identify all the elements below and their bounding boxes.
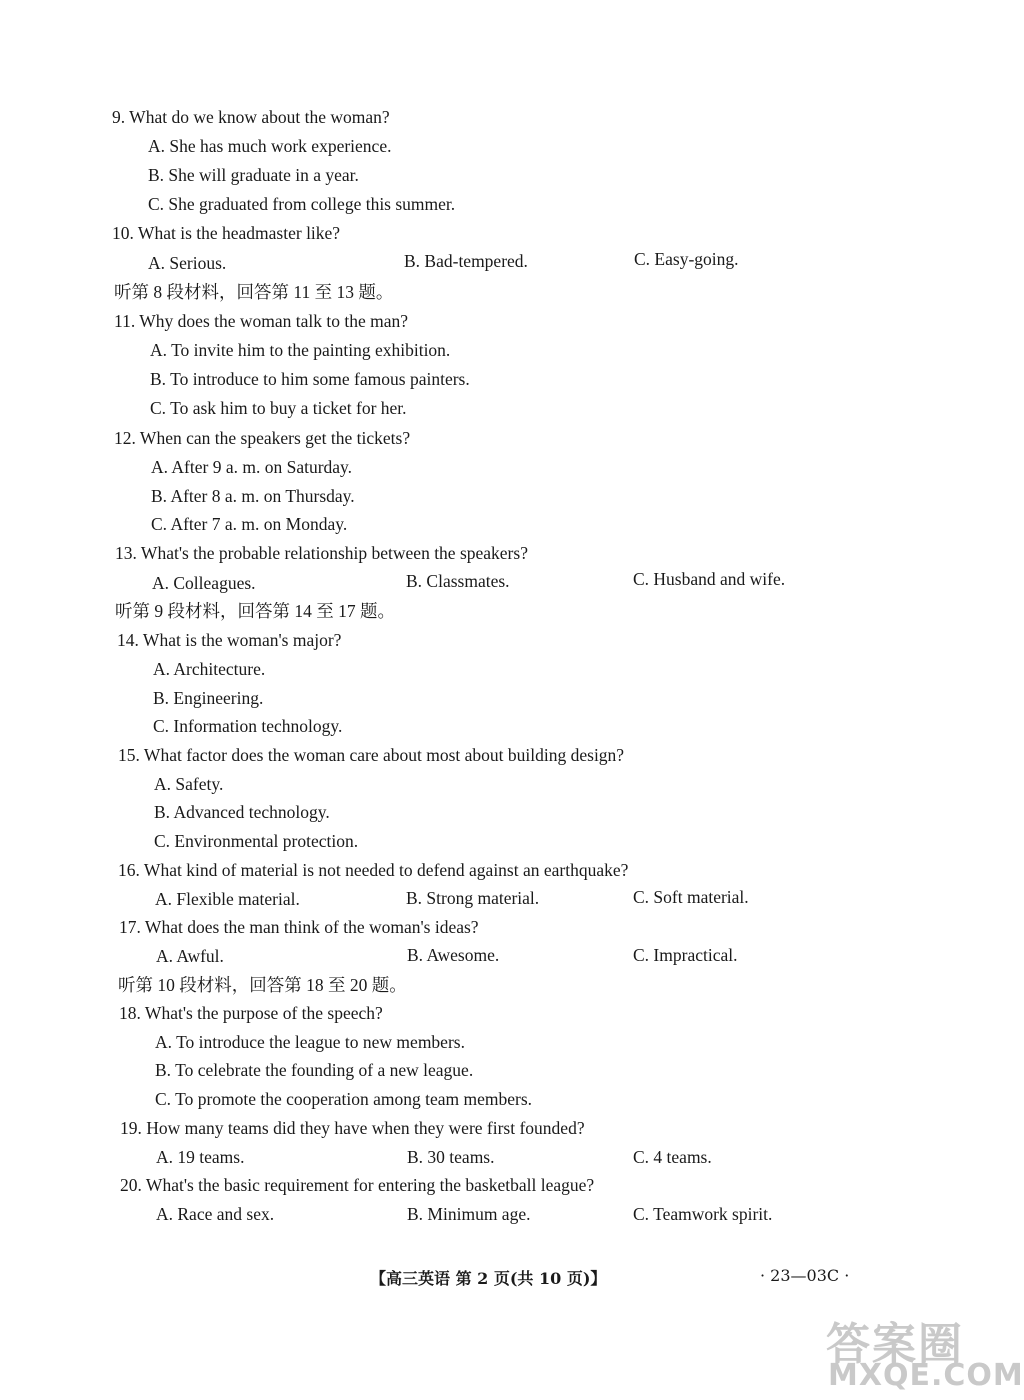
question-20-option-c: C. Teamwork spirit.: [633, 1204, 773, 1224]
question-11-option-b: B. To introduce to him some famous painters.: [150, 369, 470, 389]
question-13-stem: 13. What's the probable relationship between the speakers?: [115, 543, 528, 563]
question-20-option-b: B. Minimum age.: [407, 1204, 531, 1224]
question-17-option-b: B. Awesome.: [407, 945, 500, 965]
question-15-option-c: C. Environmental protection.: [154, 831, 359, 851]
question-10-option-c: C. Easy-going.: [634, 249, 739, 269]
question-19-option-c: C. 4 teams.: [633, 1147, 712, 1167]
question-19-option-b: B. 30 teams.: [407, 1147, 495, 1167]
watermark-logo-cn: 答案圈: [826, 1319, 964, 1370]
site-watermark-logo: [808, 1308, 1024, 1396]
question-10-option-a: A. Serious.: [148, 253, 227, 273]
question-13-option-c: C. Husband and wife.: [633, 569, 786, 589]
question-15-stem: 15. What factor does the woman care about most about building design?: [118, 745, 625, 765]
question-11-option-c: C. To ask him to buy a ticket for her.: [150, 398, 407, 418]
question-20-option-a: A. Race and sex.: [156, 1204, 275, 1224]
question-13-option-a: A. Colleagues.: [152, 573, 256, 593]
question-19-stem: 19. How many teams did they have when they were first founded?: [120, 1118, 585, 1138]
question-10-stem: 10. What is the headmaster like?: [112, 223, 341, 243]
question-15-option-b: B. Advanced technology.: [154, 802, 330, 822]
question-12-option-a: A. After 9 a. m. on Saturday.: [151, 457, 353, 477]
question-9-stem: 9. What do we know about the woman?: [112, 107, 390, 127]
question-14-option-a: A. Architecture.: [153, 659, 266, 679]
question-14-stem: 14. What is the woman's major?: [117, 630, 342, 650]
question-19-option-a: A. 19 teams.: [156, 1147, 245, 1167]
question-15-option-a: A. Safety.: [154, 774, 224, 794]
question-16-option-a: A. Flexible material.: [155, 889, 300, 909]
question-16-stem: 16. What kind of material is not needed to defend against an earthquake?: [118, 860, 629, 880]
question-14-option-c: C. Information technology.: [153, 716, 343, 736]
question-16-option-c: C. Soft material.: [633, 887, 749, 907]
section-10-instruction: 听第 10 段材料，回答第 18 至 20 题。: [118, 975, 407, 995]
question-17-option-c: C. Impractical.: [633, 945, 738, 965]
question-20-stem: 20. What's the basic requirement for entering the basketball league?: [120, 1175, 595, 1195]
question-18-option-a: A. To introduce the league to new members.: [155, 1032, 465, 1052]
watermark-logo-en: MXQE.COM: [828, 1358, 1024, 1393]
question-12-option-c: C. After 7 a. m. on Monday.: [151, 514, 348, 534]
question-16-option-b: B. Strong material.: [406, 888, 540, 908]
question-11-option-a: A. To invite him to the painting exhibition.: [150, 340, 451, 360]
section-9-instruction: 听第 9 段材料，回答第 14 至 17 题。: [115, 601, 395, 621]
page-footer-code: · 23—03C ·: [760, 1266, 850, 1285]
question-10-option-b: B. Bad-tempered.: [404, 251, 528, 271]
question-9-option-a: A. She has much work experience.: [148, 136, 392, 156]
question-9-option-c: C. She graduated from college this summer.: [148, 194, 456, 214]
question-12-stem: 12. When can the speakers get the tickets?: [114, 428, 411, 448]
question-18-stem: 18. What's the purpose of the speech?: [119, 1003, 383, 1023]
question-17-option-a: A. Awful.: [156, 946, 224, 966]
question-17-stem: 17. What does the man think of the woman's ideas?: [119, 917, 479, 937]
question-18-option-c: C. To promote the cooperation among team members.: [155, 1089, 533, 1109]
question-11-stem: 11. Why does the woman talk to the man?: [114, 311, 409, 331]
question-9-option-b: B. She will graduate in a year.: [148, 165, 359, 185]
question-13-option-b: B. Classmates.: [406, 571, 510, 591]
question-14-option-b: B. Engineering.: [153, 688, 264, 708]
section-8-instruction: 听第 8 段材料，回答第 11 至 13 题。: [114, 282, 394, 302]
page-footer-label: 【高三英语 第 2 页(共 10 页)】: [370, 1269, 607, 1288]
question-12-option-b: B. After 8 a. m. on Thursday.: [151, 486, 355, 506]
question-18-option-b: B. To celebrate the founding of a new league.: [155, 1060, 474, 1080]
